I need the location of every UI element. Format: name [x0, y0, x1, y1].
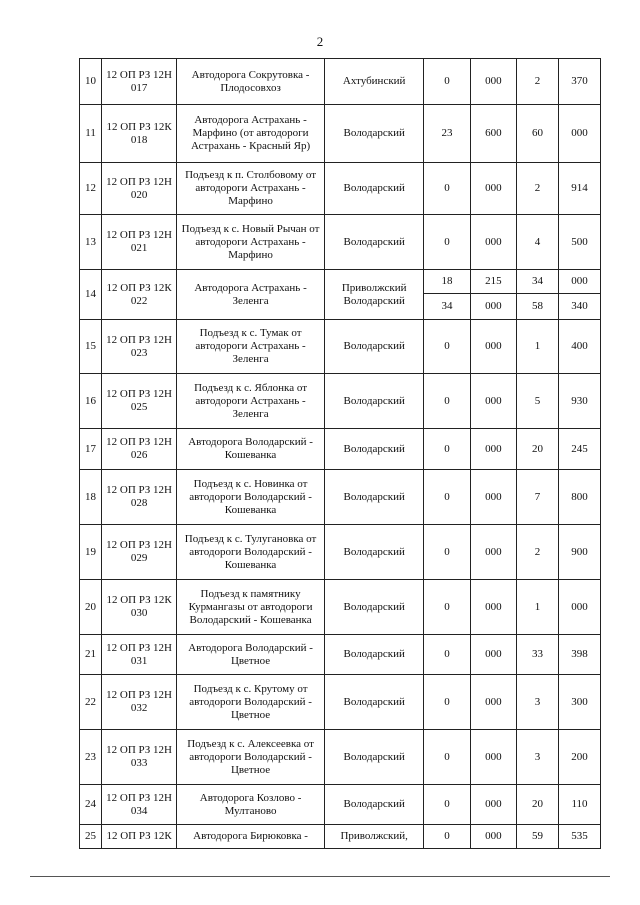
- district: Приволжский Володарский: [325, 270, 424, 320]
- table-row: [80, 105, 601, 163]
- road-name: Автодорога Бирюковка -: [177, 825, 325, 849]
- value-cell: 34: [424, 294, 470, 320]
- value-cell: 0: [424, 635, 470, 675]
- district: Володарский: [325, 635, 424, 675]
- road-code: 12 ОП РЗ 12Н 026: [102, 429, 177, 470]
- table-row: [80, 470, 601, 525]
- row-number: 23: [80, 730, 102, 785]
- value-cell: 370: [559, 59, 601, 105]
- value-cell: 200: [559, 730, 601, 785]
- row-number: 22: [80, 675, 102, 730]
- value-cell: 930: [559, 374, 601, 429]
- value-cell: 4: [517, 215, 559, 270]
- table-row: [80, 215, 601, 270]
- district: Приволжский,: [325, 825, 424, 849]
- road-name: Подъезд к с. Новый Рычан от автодороги Астрахань - Марфино: [177, 215, 325, 270]
- value-cell: 215: [470, 270, 516, 294]
- road-name: Автодорога Козлово - Мултаново: [177, 785, 325, 825]
- value-cell: 000: [470, 59, 516, 105]
- road-code: 12 ОП РЗ 12Н 020: [102, 163, 177, 215]
- road-name: Автодорога Сокрутовка - Плодосовхоз: [177, 59, 325, 105]
- value-cell: 0: [424, 675, 470, 730]
- value-cell: 5: [517, 374, 559, 429]
- value-cell: 000: [470, 215, 516, 270]
- road-code: 12 ОП РЗ 12Н 029: [102, 525, 177, 580]
- value-cell: 000: [559, 580, 601, 635]
- district: Ахтубинский: [325, 59, 424, 105]
- value-cell: 0: [424, 215, 470, 270]
- value-cell: 0: [424, 429, 470, 470]
- road-code: 12 ОП РЗ 12Н 028: [102, 470, 177, 525]
- road-name: Автодорога Астрахань - Марфино (от автодороги Астрахань - Красный Яр): [177, 105, 325, 163]
- row-number: 15: [80, 320, 102, 374]
- row-number: 16: [80, 374, 102, 429]
- value-cell: 000: [470, 374, 516, 429]
- value-cell: 600: [470, 105, 516, 163]
- value-cell: 000: [470, 675, 516, 730]
- value-cell: 245: [559, 429, 601, 470]
- table-row: [80, 320, 601, 374]
- district: Володарский: [325, 470, 424, 525]
- road-name: Подъезд к с. Алексеевка от автодороги Володарский - Цветное: [177, 730, 325, 785]
- district: Володарский: [325, 105, 424, 163]
- road-code: 12 ОП РЗ 12Н 031: [102, 635, 177, 675]
- value-cell: 18: [424, 270, 470, 294]
- value-cell: 33: [517, 635, 559, 675]
- district: Володарский: [325, 785, 424, 825]
- value-cell: 59: [517, 825, 559, 849]
- table-row: [80, 785, 601, 825]
- district: Володарский: [325, 163, 424, 215]
- table-row: [80, 825, 601, 849]
- value-cell: 0: [424, 320, 470, 374]
- district: Володарский: [325, 675, 424, 730]
- row-number: 11: [80, 105, 102, 163]
- road-name: Подъезд к с. Новинка от автодороги Володарский - Кошеванка: [177, 470, 325, 525]
- page-number: 2: [316, 34, 324, 49]
- road-code: 12 ОП РЗ 12Н 033: [102, 730, 177, 785]
- value-cell: 23: [424, 105, 470, 163]
- road-name: Автодорога Володарский - Кошеванка: [177, 429, 325, 470]
- road-code: 12 ОП РЗ 12Н 032: [102, 675, 177, 730]
- table-row: [80, 163, 601, 215]
- value-cell: 58: [517, 294, 559, 320]
- table-row: [80, 635, 601, 675]
- district: Володарский: [325, 429, 424, 470]
- value-cell: 3: [517, 730, 559, 785]
- road-code: 12 ОП РЗ 12К 018: [102, 105, 177, 163]
- row-number: 19: [80, 525, 102, 580]
- value-cell: 000: [470, 429, 516, 470]
- value-cell: 300: [559, 675, 601, 730]
- road-name: Подъезд к с. Тулугановка от автодороги Володарский - Кошеванка: [177, 525, 325, 580]
- road-code: 12 ОП РЗ 12Н 025: [102, 374, 177, 429]
- district: Володарский: [325, 525, 424, 580]
- row-number: 10: [80, 59, 102, 105]
- table-row: [80, 580, 601, 635]
- value-cell: 398: [559, 635, 601, 675]
- value-cell: 000: [470, 294, 516, 320]
- road-name: Автодорога Володарский - Цветное: [177, 635, 325, 675]
- value-cell: 3: [517, 675, 559, 730]
- row-number: 14: [80, 270, 102, 320]
- row-number: 24: [80, 785, 102, 825]
- value-cell: 000: [470, 163, 516, 215]
- value-cell: 000: [559, 270, 601, 294]
- road-code: 12 ОП РЗ 12Н 023: [102, 320, 177, 374]
- value-cell: 34: [517, 270, 559, 294]
- road-name: Подъезд к с. Яблонка от автодороги Астрахань - Зеленга: [177, 374, 325, 429]
- road-name: Автодорога Астрахань - Зеленга: [177, 270, 325, 320]
- table-row: [80, 374, 601, 429]
- value-cell: 000: [470, 525, 516, 580]
- value-cell: 110: [559, 785, 601, 825]
- row-number: 13: [80, 215, 102, 270]
- value-cell: 60: [517, 105, 559, 163]
- value-cell: 0: [424, 525, 470, 580]
- value-cell: 800: [559, 470, 601, 525]
- value-cell: 000: [470, 825, 516, 849]
- value-cell: 20: [517, 785, 559, 825]
- table-row: [80, 59, 601, 105]
- road-code: 12 ОП РЗ 12К 022: [102, 270, 177, 320]
- row-number: 18: [80, 470, 102, 525]
- footer-divider: [30, 876, 610, 877]
- road-code: 12 ОП РЗ 12Н 021: [102, 215, 177, 270]
- row-number: 21: [80, 635, 102, 675]
- value-cell: 535: [559, 825, 601, 849]
- road-name: Подъезд к с. Крутому от автодороги Володарский - Цветное: [177, 675, 325, 730]
- district: Володарский: [325, 374, 424, 429]
- value-cell: 0: [424, 825, 470, 849]
- value-cell: 000: [470, 785, 516, 825]
- value-cell: 500: [559, 215, 601, 270]
- value-cell: 400: [559, 320, 601, 374]
- table-row: [80, 675, 601, 730]
- roads-table: [79, 58, 601, 849]
- district: Володарский: [325, 730, 424, 785]
- value-cell: 914: [559, 163, 601, 215]
- value-cell: 1: [517, 580, 559, 635]
- value-cell: 20: [517, 429, 559, 470]
- road-name: Подъезд к с. Тумак от автодороги Астрахань - Зеленга: [177, 320, 325, 374]
- value-cell: 2: [517, 59, 559, 105]
- value-cell: 0: [424, 59, 470, 105]
- row-number: 25: [80, 825, 102, 849]
- road-name: Подъезд к памятнику Курмангазы от автодороги Володарский - Кошеванка: [177, 580, 325, 635]
- value-cell: 0: [424, 374, 470, 429]
- road-name: Подъезд к п. Столбовому от автодороги Астрахань - Марфино: [177, 163, 325, 215]
- value-cell: 2: [517, 163, 559, 215]
- table-row: [80, 730, 601, 785]
- row-number: 20: [80, 580, 102, 635]
- value-cell: 0: [424, 470, 470, 525]
- value-cell: 0: [424, 163, 470, 215]
- value-cell: 000: [470, 730, 516, 785]
- value-cell: 2: [517, 525, 559, 580]
- road-code: 12 ОП РЗ 12Н 017: [102, 59, 177, 105]
- table-row: [80, 429, 601, 470]
- value-cell: 1: [517, 320, 559, 374]
- value-cell: 000: [470, 320, 516, 374]
- value-cell: 0: [424, 580, 470, 635]
- road-code: 12 ОП РЗ 12Н 034: [102, 785, 177, 825]
- value-cell: 0: [424, 785, 470, 825]
- value-cell: 000: [470, 470, 516, 525]
- row-number: 17: [80, 429, 102, 470]
- value-cell: 900: [559, 525, 601, 580]
- value-cell: 000: [470, 580, 516, 635]
- value-cell: 000: [470, 635, 516, 675]
- row-number: 12: [80, 163, 102, 215]
- value-cell: 340: [559, 294, 601, 320]
- road-code: 12 ОП РЗ 12К 030: [102, 580, 177, 635]
- road-code: 12 ОП РЗ 12К: [102, 825, 177, 849]
- table-row: [80, 270, 601, 294]
- value-cell: 0: [424, 730, 470, 785]
- value-cell: 000: [559, 105, 601, 163]
- value-cell: 7: [517, 470, 559, 525]
- district: Володарский: [325, 215, 424, 270]
- table-row: [80, 525, 601, 580]
- district: Володарский: [325, 320, 424, 374]
- district: Володарский: [325, 580, 424, 635]
